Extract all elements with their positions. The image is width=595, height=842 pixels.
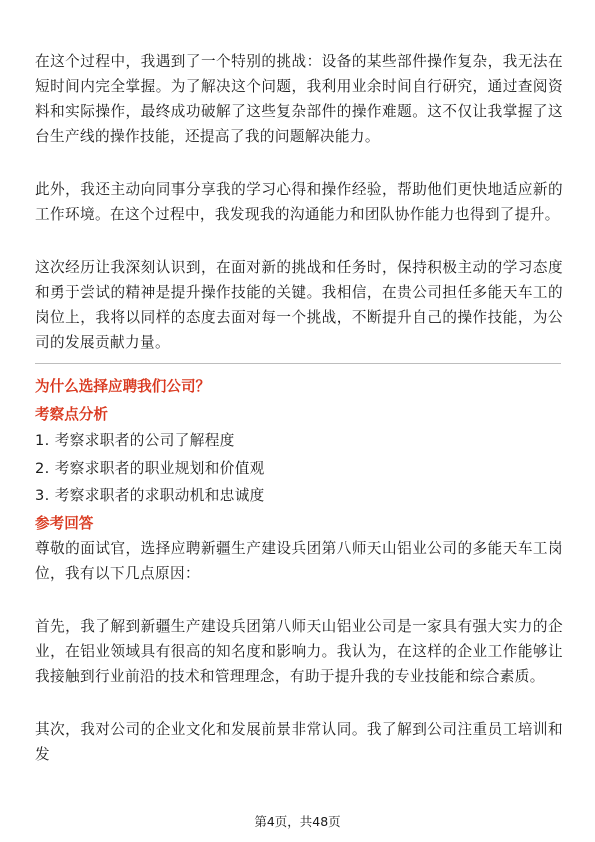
page-content: [35, 49, 563, 767]
intro-paragraph-1: 在这个过程中，我遇到了一个特别的挑战：设备的某些部件操作复杂，我无法在短时间内完全掌握。为了解决这个问题，我利用业余时间自行研究，通过查阅资料和实际操作，最终成功破解了这些复杂部件的操作难题。这不仅让我掌握了这台生产线的操作技能，还提高了我的问题解决能力。: [35, 53, 563, 145]
answer-heading: 参考回答: [35, 515, 94, 532]
analysis-point: 1. 考察求职者的公司了解程度: [35, 432, 235, 449]
intro-paragraph-2: 此外，我还主动向同事分享我的学习心得和操作经验，帮助他们更快地适应新的工作环境。在这个过程中，我发现我的沟通能力和团队协作能力也得到了提升。: [35, 181, 563, 223]
answer-paragraph-3: 其次，我对公司的企业文化和发展前景非常认同。我了解到公司注重员工培训和发: [35, 721, 563, 763]
section-divider: [35, 363, 561, 364]
answer-paragraph-1: 尊敬的面试官，选择应聘新疆生产建设兵团第八师天山铝业公司的多能天车工岗位，我有以下几点原因：: [35, 540, 563, 582]
analysis-point: 3. 考察求职者的求职动机和忠诚度: [35, 487, 265, 504]
analysis-heading: 考察点分析: [35, 406, 108, 423]
analysis-list: [35, 428, 563, 508]
question-heading: 为什么选择应聘我们公司？: [35, 378, 211, 395]
analysis-point: 2. 考察求职者的职业规划和价值观: [35, 459, 265, 477]
intro-paragraph-3: 这次经历让我深刻认识到，在面对新的挑战和任务时，保持积极主动的学习态度和勇于尝试的精神是提升操作技能的关键。我相信，在贵公司担任多能天车工的岗位上，我将以同样的态度去面对每一个挑战，不断提升自己的操作技能，为公司的发展贡献力量。: [35, 259, 563, 351]
answer-paragraph-2: 首先，我了解到新疆生产建设兵团第八师天山铝业公司是一家具有强大实力的企业，在铝业领域具有很高的知名度和影响力。我认为，在这样的企业工作能够让我接触到行业前沿的技术和管理理念，有助于提升我的专业技能和综合素质。: [35, 618, 563, 685]
page-number-footer: 第4页，共48页: [254, 814, 341, 829]
